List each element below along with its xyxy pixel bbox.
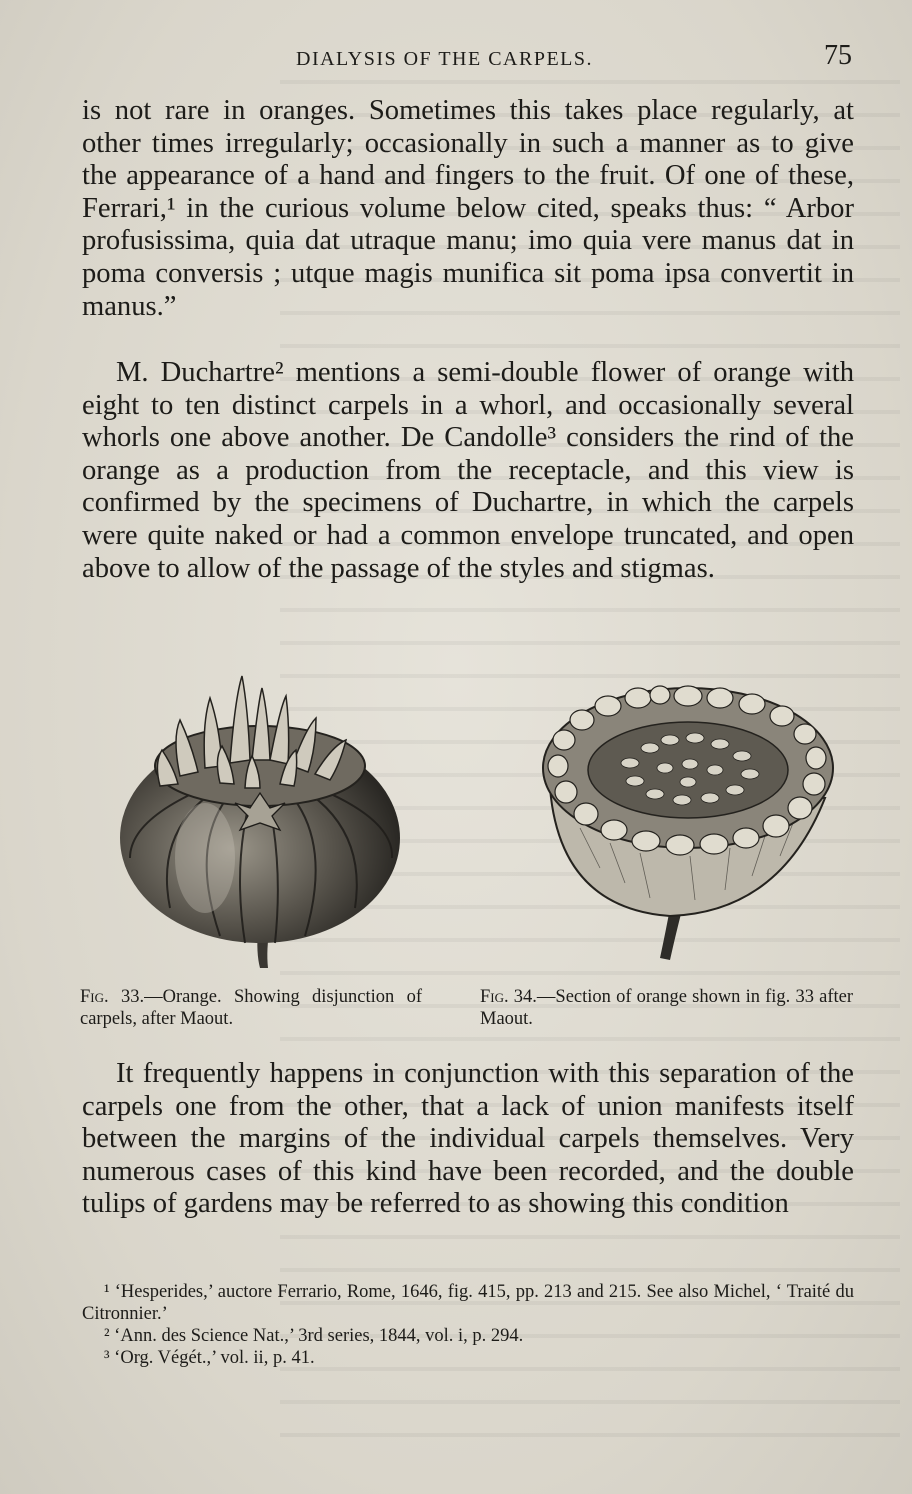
running-title: DIALYSIS OF THE CARPELS. <box>296 48 593 70</box>
figure-34-orange-section-illustration <box>520 668 840 980</box>
page-number: 75 <box>824 40 852 71</box>
figure-33-caption-text: —Orange. Showing disjunction of carpels, after Maout. <box>80 987 422 1029</box>
paragraph-2: M. Duchartre² mentions a semi-double flower of orange with eight to ten distinct carpels in a whorl, and occasionally several whorls one above another. De Candolle³ considers the rind of the orange as a production from the receptacle, and this view is confirmed by the specimens of Duchartre, in which the carpels were quite naked or had a common envelope truncated, and open above to allow of the passage of the styles and stigmas. <box>82 357 854 584</box>
figure-33-label: Fig. 33. <box>80 987 145 1007</box>
figure-34-label: Fig. 34. <box>480 987 537 1007</box>
figure-34-caption <box>480 986 853 1030</box>
footnote-3: ³ ‘Org. Végét.,’ vol. ii, p. 41. <box>104 1348 315 1368</box>
footnotes <box>82 1281 854 1369</box>
figure-34-caption-text: —Section of orange shown in fig. 33 after Maout. <box>480 987 853 1029</box>
paragraph-1: is not rare in oranges. Sometimes this takes place regularly, at other times irregularly; occasionally in such a manner as to give the appearance of a hand and fingers to the fruit. Of one of these, Ferrari,¹ in the curious volume below cited, speaks thus: “ Arbor profusissima, quia dat utraque manu; imo quia vere manus dat in poma conversis ; utque magis munifica sit poma ipsa convertit in manus.” <box>82 95 854 322</box>
footnote-2: ² ‘Ann. des Science Nat.,’ 3rd series, 1844, vol. i, p. 294. <box>104 1326 524 1346</box>
paragraph-3: It frequently happens in conjunction with this separation of the carpels one from the other, that a lack of union manifests itself between the margins of the individual carpels themselves. Very numerous cases of this kind have been recorded, and the double tulips of gardens may be referred to as showing this condition <box>82 1058 854 1220</box>
figure-33-orange-illustration <box>110 668 410 980</box>
running-head <box>0 38 912 78</box>
figure-33-caption <box>80 986 422 1030</box>
footnote-1: ¹ ‘Hesperides,’ auctore Ferrario, Rome, 1646, fig. 415, pp. 213 and 215. See also Michel, ‘ Traité du Citronnier.’ <box>82 1282 854 1324</box>
